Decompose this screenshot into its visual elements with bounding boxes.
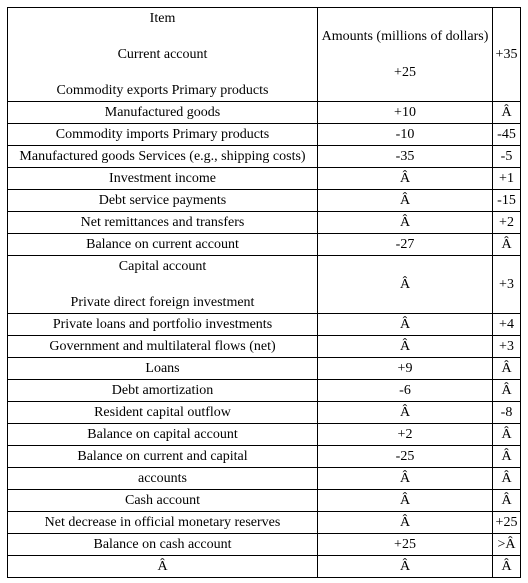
third-cell: Â (493, 358, 521, 380)
amount-cell: Â (318, 490, 493, 512)
amounts-column-header: Amounts (millions of dollars) (321, 28, 489, 44)
commodity-exports-label: Commodity exports Primary products (56, 82, 269, 98)
table-row (8, 468, 521, 490)
table-row (8, 168, 521, 190)
item-cell: Balance on current and capital (8, 446, 318, 468)
item-cell: Manufactured goods (8, 102, 318, 124)
table-row (8, 358, 521, 380)
amount-cell: Â (318, 168, 493, 190)
item-cell: Debt amortization (8, 380, 318, 402)
amount-cell: -35 (318, 146, 493, 168)
amount-cell: +25 (318, 534, 493, 556)
table-row (8, 8, 521, 102)
table-row (8, 190, 521, 212)
amount-cell: -6 (318, 380, 493, 402)
third-cell: +25 (493, 512, 521, 534)
table-row (8, 336, 521, 358)
third-cell: Â (493, 468, 521, 490)
item-cell: Balance on capital account (8, 424, 318, 446)
amount-cell: Â (318, 402, 493, 424)
item-cell: Â (8, 556, 318, 578)
item-cell: Private loans and portfolio investments (8, 314, 318, 336)
third-cell: Â (493, 446, 521, 468)
table-row (8, 234, 521, 256)
amount-cell: Â (318, 314, 493, 336)
third-cell: -5 (493, 146, 521, 168)
item-cell: Cash account (8, 490, 318, 512)
item-cell: Net remittances and transfers (8, 212, 318, 234)
amount-cell: Â (318, 336, 493, 358)
third-cell: +1 (493, 168, 521, 190)
table-row (8, 124, 521, 146)
item-cell: Debt service payments (8, 190, 318, 212)
table-row (8, 556, 521, 578)
item-cell: Loans (8, 358, 318, 380)
amount-cell: Â (318, 468, 493, 490)
third-cell: +4 (493, 314, 521, 336)
table-row (8, 490, 521, 512)
third-cell: +3 (493, 336, 521, 358)
table-row (8, 534, 521, 556)
third-cell: +2 (493, 212, 521, 234)
item-cell: Manufactured goods Services (e.g., shipping costs) (8, 146, 318, 168)
item-cell: Government and multilateral flows (net) (8, 336, 318, 358)
item-cell: accounts (8, 468, 318, 490)
item-cell: Balance on cash account (8, 534, 318, 556)
item-cell: Commodity imports Primary products (8, 124, 318, 146)
third-cell: Â (493, 234, 521, 256)
private-fdi-label: Private direct foreign investment (70, 294, 255, 310)
item-column-header: Item (149, 10, 176, 26)
table-row (8, 380, 521, 402)
capital-account-amount: Â (318, 256, 493, 314)
amount-header-cell (318, 8, 493, 102)
capital-account-col3: +3 (493, 256, 521, 314)
amount-cell: -27 (318, 234, 493, 256)
third-cell: Â (493, 556, 521, 578)
amount-cell: Â (318, 190, 493, 212)
amount-cell: +10 (318, 102, 493, 124)
table-row (8, 446, 521, 468)
third-column-header: +35 (493, 8, 521, 102)
current-account-amount: +25 (394, 64, 416, 80)
table-row (8, 314, 521, 336)
third-cell: Â (493, 102, 521, 124)
table-row (8, 212, 521, 234)
item-cell: Investment income (8, 168, 318, 190)
table-row (8, 512, 521, 534)
item-cell: Resident capital outflow (8, 402, 318, 424)
amount-cell: Â (318, 512, 493, 534)
table-row (8, 102, 521, 124)
third-cell: Â (493, 490, 521, 512)
capital-account-cell (8, 256, 318, 314)
third-cell: -8 (493, 402, 521, 424)
amount-cell: Â (318, 212, 493, 234)
amount-cell: Â (318, 556, 493, 578)
table-row (8, 146, 521, 168)
table-row (8, 256, 521, 314)
third-cell: -15 (493, 190, 521, 212)
amount-cell: +2 (318, 424, 493, 446)
amount-cell: +9 (318, 358, 493, 380)
amount-cell: -10 (318, 124, 493, 146)
balance-of-payments-table (7, 7, 521, 578)
current-account-label: Current account (117, 46, 208, 62)
capital-account-label: Capital account (118, 258, 207, 274)
amount-cell: -25 (318, 446, 493, 468)
item-header-cell (8, 8, 318, 102)
item-cell: Balance on current account (8, 234, 318, 256)
third-cell: -45 (493, 124, 521, 146)
third-cell: >Â (493, 534, 521, 556)
table-row (8, 402, 521, 424)
item-cell: Net decrease in official monetary reserves (8, 512, 318, 534)
third-cell: Â (493, 380, 521, 402)
third-cell: Â (493, 424, 521, 446)
table-row (8, 424, 521, 446)
